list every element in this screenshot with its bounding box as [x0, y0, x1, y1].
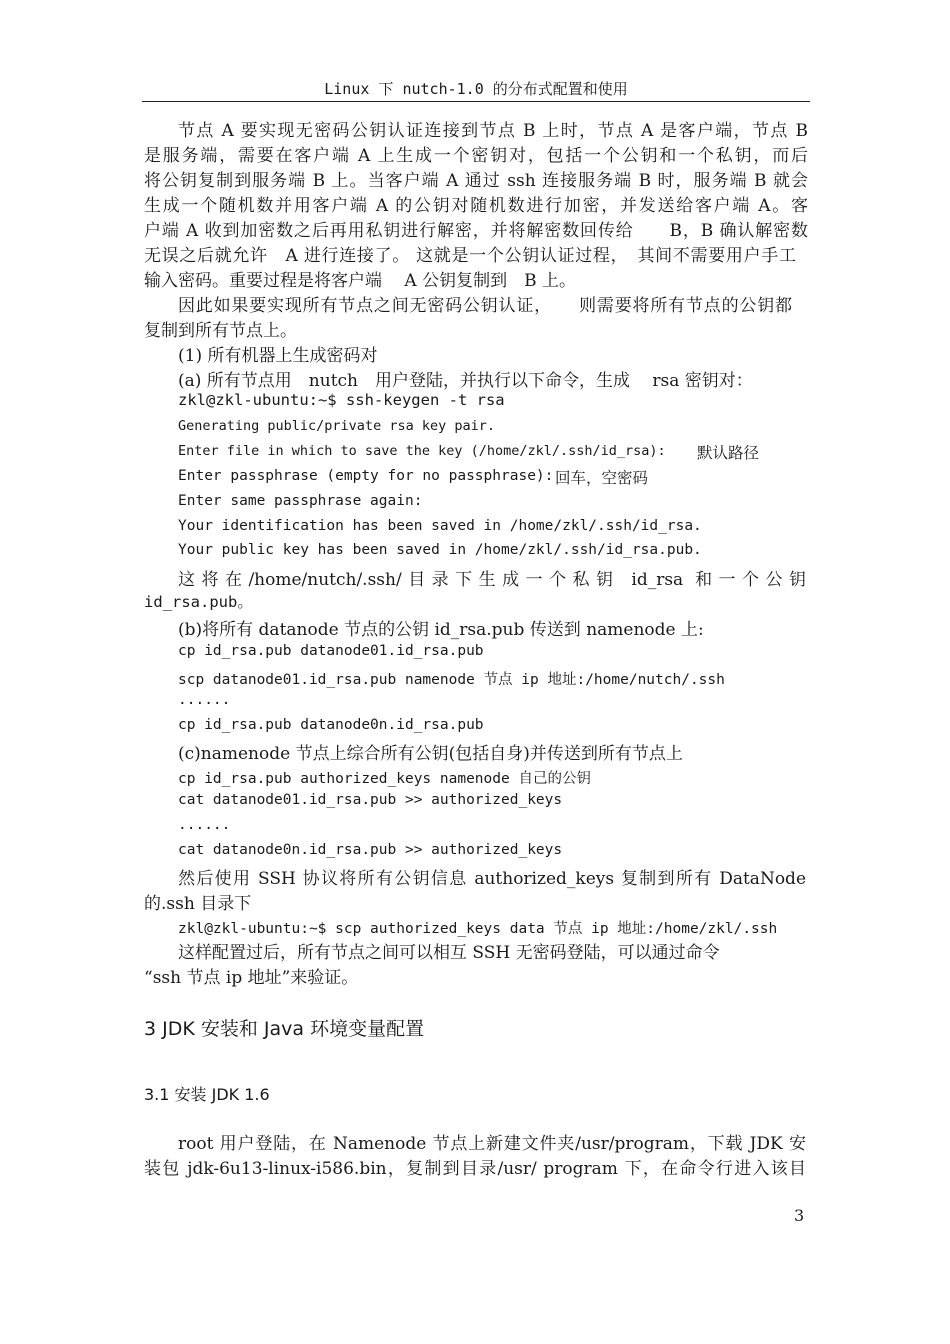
paragraph-line: 将公钥复制到服务端 B 上。当客户端 A 通过 ssh 连接服务端 B 时，服务端 B 就会: [144, 171, 808, 191]
paragraph-line: 这样配置过后，所有节点之间可以相互 SSH 无密码登陆，可以通过命令: [178, 943, 720, 963]
paragraph-line: id_rsa.pub。: [144, 593, 253, 611]
command-line: cp id_rsa.pub authorized_keys namenode 自己的公钥: [178, 771, 591, 787]
output-note: 回车，空密码: [555, 469, 649, 487]
paragraph-line: root 用户登陆，在 Namenode 节点上新建文件夹/usr/program，下载 JDK 安: [178, 1134, 806, 1154]
step-heading: (1) 所有机器上生成密码对: [178, 346, 378, 366]
command-output: Enter passphrase (empty for no passphrase):: [178, 468, 554, 484]
command-line: zkl@zkl-ubuntu:~$ ssh-keygen -t rsa: [178, 391, 505, 409]
paragraph-line: 户端 A 收到加密数之后再用私钥进行解密，并将解密数回传给 B，B 确认解密数: [144, 221, 808, 241]
subsection-heading: 3.1 安装 JDK 1.6: [144, 1085, 270, 1104]
paragraph-line: 生成一个随机数并用客户端 A 的公钥对随机数进行加密，并发送给客户端 A。客: [144, 196, 808, 216]
paragraph-line: 然后使用 SSH 协议将所有公钥信息 authorized_keys 复制到所有 DataNode: [178, 869, 806, 889]
page-number: 3: [794, 1206, 805, 1225]
command-output: Your public key has been saved in /home/zkl/.ssh/id_rsa.pub.: [178, 542, 702, 558]
command-line: ......: [178, 817, 231, 833]
output-note: 默认路径: [697, 444, 760, 462]
paragraph-line: 输入密码。重要过程是将客户端 A 公钥复制到 B 上。: [144, 271, 576, 291]
section-heading: 3 JDK 安装和 Java 环境变量配置: [144, 1018, 425, 1040]
command-line: scp datanode01.id_rsa.pub namenode 节点 ip 地址:/home/nutch/.ssh: [178, 672, 725, 688]
paragraph-line: 是服务端，需要在客户端 A 上生成一个密钥对，包括一个公钥和一个私钥，而后: [144, 146, 808, 166]
command-line: ......: [178, 692, 231, 708]
command-line: cat datanode0n.id_rsa.pub >> authorized_keys: [178, 842, 563, 858]
paragraph-line: 无误之后就允许 A 进行连接了。 这就是一个公钥认证过程， 其间不需要用户手工: [144, 246, 796, 266]
step-heading: (a) 所有节点用 nutch 用户登陆，并执行以下命令，生成 rsa 密钥对：: [178, 371, 753, 391]
header-rule: [142, 101, 810, 102]
command-output: Enter same passphrase again:: [178, 493, 423, 509]
paragraph-line: “ssh 节点 ip 地址”来验证。: [144, 968, 359, 988]
paragraph-line: 装包 jdk-6u13-linux-i586.bin，复制到目录/usr/ program 下，在命令行进入该目: [144, 1159, 806, 1179]
command-output: Enter file in which to save the key (/home/zkl/.ssh/id_rsa):: [178, 443, 666, 459]
command-line: cp id_rsa.pub datanode0n.id_rsa.pub: [178, 717, 484, 733]
paragraph-line: 复制到所有节点上。: [144, 321, 297, 341]
command-line: cp id_rsa.pub datanode01.id_rsa.pub: [178, 643, 484, 659]
paragraph-line: 的.ssh 目录下: [144, 894, 252, 914]
command-output: Generating public/private rsa key pair.: [178, 418, 495, 434]
step-heading: (b)将所有 datanode 节点的公钥 id_rsa.pub 传送到 namenode 上:: [178, 620, 704, 640]
command-line: zkl@zkl-ubuntu:~$ scp authorized_keys data 节点 ip 地址:/home/zkl/.ssh: [178, 921, 778, 937]
paragraph-line: 因此如果要实现所有节点之间无密码公钥认证， 则需要将所有节点的公钥都: [178, 296, 792, 316]
step-heading: (c)namenode 节点上综合所有公钥(包括自身)并传送到所有节点上: [178, 744, 683, 764]
paragraph-line: 节点 A 要实现无密码公钥认证连接到节点 B 上时，节点 A 是客户端，节点 B: [178, 121, 808, 141]
command-line: cat datanode01.id_rsa.pub >> authorized_keys: [178, 792, 563, 808]
page-header: Linux 下 nutch-1.0 的分布式配置和使用: [324, 80, 628, 98]
command-output: Your identification has been saved in /home/zkl/.ssh/id_rsa.: [178, 518, 702, 534]
paragraph-line: 这将在/home/nutch/.ssh/目录下生成一个私钥 id_rsa 和一个公钥: [178, 570, 806, 590]
